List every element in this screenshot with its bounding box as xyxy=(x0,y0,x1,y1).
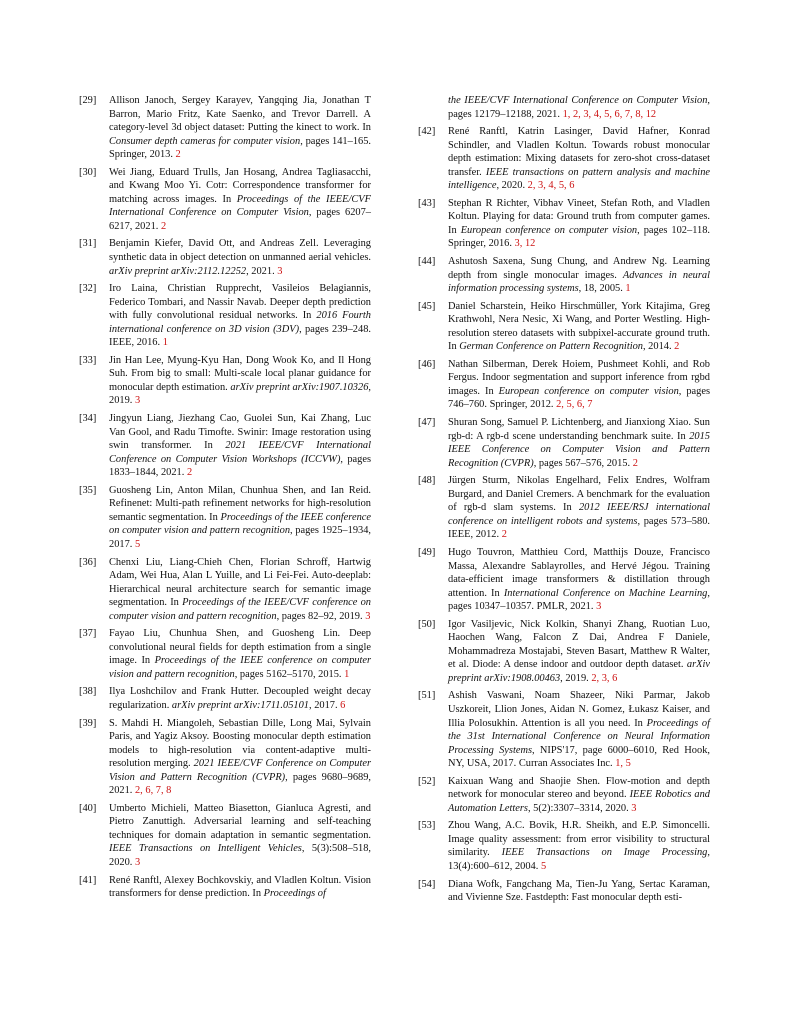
reference-number: [54] xyxy=(418,878,436,890)
reference-backrefs[interactable]: 3 xyxy=(631,802,637,814)
reference-backrefs[interactable]: 2, 3, 6 xyxy=(591,672,618,684)
reference-text: Jin Han Lee, Myung-Kyu Han, Dong Wook Ko, and Il Hong Suh. From big to small: Multi-scale local planar guidance for monocular depth estimation. xyxy=(109,354,371,393)
reference-venue: the IEEE/CVF International Conference on Computer Vision xyxy=(448,95,708,106)
reference-venue: arXiv preprint arXiv:2112.12252 xyxy=(109,265,247,277)
reference-number: [34] xyxy=(79,413,97,425)
reference-venue: 2021 IEEE/CVF Conference on Computer Vision and Pattern Recognition (CVPR) xyxy=(109,758,371,783)
reference-venue: European conference on computer vision xyxy=(498,385,679,397)
reference-41-continuation xyxy=(418,94,710,121)
reference-venue: Consumer depth cameras for computer vision xyxy=(109,135,301,147)
reference-tail: , 2019. xyxy=(109,381,372,407)
reference-text: Benjamin Kiefer, David Ott, and Andreas Zell. Leveraging synthetic data in object detection on unmanned aerial vehicles. xyxy=(109,238,371,264)
reference-backrefs[interactable]: 2 xyxy=(160,220,167,232)
reference-number: [38] xyxy=(79,686,97,698)
reference-number: [33] xyxy=(79,354,97,366)
reference-venue: European conference on computer vision xyxy=(460,224,638,236)
references-left-column xyxy=(79,94,371,905)
reference-venue: IEEE transactions on pattern analysis and machine intelligence xyxy=(448,166,711,192)
reference-number: [30] xyxy=(79,166,97,178)
reference-tail: , pages 102–118. Springer, 2016. xyxy=(448,224,710,250)
reference-backrefs[interactable]: 1 xyxy=(162,337,168,349)
reference-30 xyxy=(79,166,371,234)
reference-48 xyxy=(418,474,710,542)
reference-venue: IEEE Transactions on Intelligent Vehicles xyxy=(109,843,302,855)
reference-42 xyxy=(418,125,710,193)
reference-tail: , 18, 2005. xyxy=(578,283,626,295)
reference-backrefs[interactable]: 1 xyxy=(344,668,350,680)
reference-text: René Ranftl, Alexey Bochkovskiy, and Vladlen Koltun. Vision transformers for dense prediction. In xyxy=(109,874,371,900)
reference-tail: , 2019. xyxy=(560,672,592,684)
reference-tail: , 5(3):508–518, 2020. xyxy=(109,843,371,868)
reference-text: Ilya Loshchilov and Frank Hutter. Decoupled weight decay regularization. xyxy=(109,686,371,711)
reference-tail: , 2017. xyxy=(309,699,341,711)
reference-text: Chenxi Liu, Liang-Chieh Chen, Florian Schroff, Hartwig Adam, Wei Hua, Alan L Yuille, and Li Fei-Fei. Auto-deeplab: Hierarchical neural architecture search for semantic image segmentation. In xyxy=(109,556,371,609)
reference-backrefs[interactable]: 2 xyxy=(674,341,680,353)
reference-text: S. Mahdi H. Miangoleh, Sebastian Dille, Long Mai, Sylvain Paris, and Yagiz Aksoy. Boosting monocular depth estimation models to high-resolution via content-adaptive multi-resolution merging. xyxy=(109,717,371,770)
reference-tail: , 2020. xyxy=(496,180,528,192)
reference-backrefs[interactable]: 5 xyxy=(134,538,141,550)
reference-51 xyxy=(418,689,710,770)
reference-text: Hugo Touvron, Matthieu Cord, Matthijs Douze, Francisco Massa, Alexandre Sablayrolles, and Hervé Jégou. Training data-efficient image transformers & distillation through attention. In xyxy=(448,546,710,599)
reference-number: [43] xyxy=(418,197,436,209)
reference-number: [48] xyxy=(418,475,436,487)
reference-venue: Advances in neural information processing systems xyxy=(448,269,710,295)
reference-tail: , pages 82–92, 2019. xyxy=(276,610,366,622)
reference-tail: , pages 12179–12188, 2021. xyxy=(448,95,710,120)
reference-35 xyxy=(79,484,371,552)
reference-backrefs[interactable]: 2, 5, 6, 7 xyxy=(556,399,593,411)
reference-text: Kaixuan Wang and Shaojie Shen. Flow-motion and depth network for monocular stereo and beyond. xyxy=(448,775,710,801)
reference-venue: 2012 IEEE/RSJ international conference on intelligent robots and systems xyxy=(448,502,711,527)
reference-number: [32] xyxy=(79,283,97,295)
reference-text: Ashutosh Saxena, Sung Chung, and Andrew Ng. Learning depth from single monocular images. xyxy=(448,256,710,281)
reference-venue: arXiv preprint arXiv:1907.10326 xyxy=(230,381,369,393)
reference-number: [46] xyxy=(418,358,436,370)
reference-tail: , NIPS'17, page 6000–6010, Red Hook, NY, USA, 2017. Curran Associates Inc. xyxy=(448,744,710,770)
reference-venue: Proceedings of the IEEE conference on computer vision and pattern recognition xyxy=(109,655,371,680)
reference-venue: 2015 IEEE Conference on Computer Vision and Pattern Recognition (CVPR) xyxy=(448,430,710,469)
reference-number: [35] xyxy=(79,484,97,496)
reference-32 xyxy=(79,282,371,350)
reference-backrefs[interactable]: 3 xyxy=(134,395,141,407)
reference-47 xyxy=(418,416,710,470)
reference-number: [44] xyxy=(418,256,436,268)
reference-backrefs[interactable]: 3, 12 xyxy=(514,238,536,250)
reference-backrefs[interactable]: 2 xyxy=(175,149,181,161)
reference-text: Umberto Michieli, Matteo Biasetton, Gianluca Agresti, and Pietro Zanuttigh. Adversarial learning and self-teaching techniques for domain adaptation in semantic segmentation. xyxy=(109,802,371,841)
reference-backrefs[interactable]: 3 xyxy=(596,601,602,613)
reference-tail: , 5(2):3307–3314, 2020. xyxy=(527,802,632,814)
reference-tail: , pages 746–760. Springer, 2012. xyxy=(448,385,710,411)
reference-venue: arXiv preprint arXiv:1908.00463 xyxy=(448,659,710,684)
reference-29 xyxy=(79,94,371,162)
reference-number: [49] xyxy=(418,546,436,558)
reference-text: René Ranftl, Katrin Lasinger, David Hafner, Konrad Schindler, and Vladlen Koltun. Towards robust monocular depth estimation: Mixing datasets for zero-shot cross-dataset transfer. xyxy=(448,126,710,178)
reference-number: [51] xyxy=(418,690,436,702)
reference-tail: , 2021. xyxy=(246,265,278,277)
reference-tail: , pages 567–576, 2015. xyxy=(533,457,633,469)
reference-number: [36] xyxy=(79,556,97,568)
reference-venue: 2016 Fourth international conference on 3D vision (3DV) xyxy=(109,310,372,335)
reference-backrefs[interactable]: 3 xyxy=(365,610,371,622)
reference-backrefs[interactable]: 1 xyxy=(625,283,631,295)
reference-text: Iro Laina, Christian Rupprecht, Vasileios Belagiannis, Federico Tombari, and Nassir Navab. Deeper depth prediction with fully convolutional residual networks. In xyxy=(109,283,371,322)
reference-34 xyxy=(79,412,371,480)
reference-backrefs[interactable]: 5 xyxy=(540,860,547,872)
reference-text: Diana Wofk, Fangchang Ma, Tien-Ju Yang, Sertac Karaman, and Vivienne Sze. Fastdepth: Fast monocular depth esti- xyxy=(448,878,710,904)
reference-number: [53] xyxy=(418,820,436,832)
references-right-column xyxy=(418,94,710,909)
reference-text: Jingyun Liang, Jiezhang Cao, Guolei Sun, Kai Zhang, Luc Van Gool, and Radu Timofte. Swinir: Image restoration using swin transformer. In xyxy=(109,413,371,452)
reference-49 xyxy=(418,546,710,614)
reference-tail: , pages 239–248. IEEE, 2016. xyxy=(109,323,371,349)
reference-44 xyxy=(418,255,710,296)
reference-venue: arXiv preprint arXiv:1711.05101 xyxy=(171,699,309,711)
reference-number: [42] xyxy=(418,126,436,138)
reference-venue: Proceedings of the 31st International Conference on Neural Information Processing Systems xyxy=(448,717,711,756)
reference-43 xyxy=(418,197,710,251)
reference-41 xyxy=(79,874,371,901)
reference-40 xyxy=(79,802,371,870)
reference-venue: International Conference on Machine Learning xyxy=(503,587,708,599)
reference-backrefs[interactable]: 2 xyxy=(501,529,507,541)
reference-text: Jürgen Sturm, Nikolas Engelhard, Felix Endres, Wolfram Burgard, and Daniel Cremers. A benchmark for the evaluation of rgb-d slam systems. In xyxy=(448,475,710,514)
reference-venue: Proceedings of the IEEE/CVF International Conference on Computer Vision xyxy=(109,193,371,219)
reference-number: [29] xyxy=(79,95,97,106)
reference-53 xyxy=(418,819,710,873)
reference-54 xyxy=(418,878,710,905)
reference-text: Igor Vasiljevic, Nick Kolkin, Shanyi Zhang, Ruotian Luo, Haochen Wang, Falcon Z Dai, Andrea F Daniele, Mohammadreza Mostajabi, Steven Basart, Matthew R Walter, et al. Diode: A dense indoor and outdoor depth dataset. xyxy=(448,618,710,671)
reference-50 xyxy=(418,618,710,686)
reference-backrefs[interactable]: 2, 3, 4, 5, 6 xyxy=(527,180,575,192)
reference-number: [40] xyxy=(79,802,97,814)
reference-tail: , pages 9680–9689, 2021. xyxy=(109,771,371,797)
reference-number: [39] xyxy=(79,717,97,729)
reference-text: Zhou Wang, A.C. Bovik, H.R. Sheikh, and E.P. Simoncelli. Image quality assessment: from error visibility to structural similarity. xyxy=(448,820,710,859)
reference-backrefs[interactable]: 1, 5 xyxy=(615,758,631,770)
reference-text: Wei Jiang, Eduard Trulls, Jan Hosang, Andrea Tagliasacchi, and Kwang Moo Yi. Cotr: Correspondence transformer for matching across images. In xyxy=(109,166,371,205)
reference-venue: IEEE Transactions on Image Processing xyxy=(501,847,708,859)
reference-tail: , pages 6207–6217, 2021. xyxy=(109,207,371,232)
reference-39 xyxy=(79,717,371,798)
reference-backrefs[interactable]: 2 xyxy=(186,467,193,479)
reference-venue: Proceedings of the IEEE conference on computer vision and pattern recognition xyxy=(109,511,371,537)
reference-number: [41] xyxy=(79,874,97,886)
reference-tail: , pages 5162–5170, 2015. xyxy=(234,668,345,680)
reference-backrefs[interactable]: 6 xyxy=(340,699,346,711)
reference-venue: Proceedings of xyxy=(263,888,326,900)
reference-number: [37] xyxy=(79,628,97,640)
reference-backrefs[interactable]: 2 xyxy=(632,457,638,469)
reference-venue: 2021 IEEE/CVF International Conference on Computer Vision Workshops (ICCVW) xyxy=(109,440,371,465)
reference-text: Allison Janoch, Sergey Karayev, Yangqing Jia, Jonathan T Barron, Mario Fritz, Kate Saenko, and Trevor Darrell. A category-level 3d object dataset: Putting the kinect to work. In xyxy=(109,95,371,134)
reference-38 xyxy=(79,685,371,712)
reference-text: Stephan R Richter, Vibhav Vineet, Stefan Roth, and Vladlen Koltun. Playing for data: Ground truth from computer games. In xyxy=(448,197,710,236)
reference-text: Ashish Vaswani, Noam Shazeer, Niki Parmar, Jakob Uszkoreit, Llion Jones, Aidan N. Gomez, Łukasz Kaiser, and Illia Polosukhin. Attention is all you need. In xyxy=(448,690,710,729)
reference-45 xyxy=(418,300,710,354)
reference-venue: Proceedings of the IEEE/CVF conference on computer vision and pattern recognition xyxy=(109,597,371,622)
reference-tail: , pages 10347–10357. PMLR, 2021. xyxy=(448,587,710,613)
reference-text: Nathan Silberman, Derek Hoiem, Pushmeet Kohli, and Rob Fergus. Indoor segmentation and support inference from rgbd images. In xyxy=(448,358,710,397)
reference-venue: IEEE Robotics and Automation Letters xyxy=(448,789,710,814)
reference-backrefs[interactable]: 1, 2, 3, 4, 5, 6, 7, 8, 12 xyxy=(562,108,657,120)
reference-number: [47] xyxy=(418,417,436,429)
reference-31 xyxy=(79,237,371,278)
reference-backrefs[interactable]: 3 xyxy=(277,265,283,277)
reference-tail: , pages 573–580. IEEE, 2012. xyxy=(448,515,710,541)
reference-number: [31] xyxy=(79,238,97,250)
reference-number: [45] xyxy=(418,300,436,312)
reference-text: Shuran Song, Samuel P. Lichtenberg, and Jianxiong Xiao. Sun rgb-d: A rgb-d scene understanding benchmark suite. In xyxy=(448,417,710,442)
reference-52 xyxy=(418,775,710,816)
reference-tail: , pages 141–165. Springer, 2013. xyxy=(109,135,372,161)
reference-33 xyxy=(79,354,371,408)
reference-tail: , pages 1925–1934, 2017. xyxy=(109,525,372,550)
reference-46 xyxy=(418,358,710,412)
reference-36 xyxy=(79,556,371,624)
reference-text: Guosheng Lin, Anton Milan, Chunhua Shen, and Ian Reid. Refinenet: Multi-path refinement networks for high-resolution semantic segmentation. In xyxy=(109,484,371,523)
reference-tail: , 2014. xyxy=(642,341,675,353)
reference-number: [50] xyxy=(418,618,436,630)
reference-backrefs[interactable]: 2, 6, 7, 8 xyxy=(134,785,172,797)
reference-tail: , 13(4):600–612, 2004. xyxy=(448,847,710,872)
reference-backrefs[interactable]: 3 xyxy=(134,856,141,868)
reference-tail: , pages 1833–1844, 2021. xyxy=(109,453,371,479)
reference-37 xyxy=(79,627,371,681)
reference-venue: German Conference on Pattern Recognition xyxy=(459,341,643,353)
reference-text: Fayao Liu, Chunhua Shen, and Guosheng Lin. Deep convolutional neural fields for depth estimation from a single image. In xyxy=(109,628,371,667)
reference-text: Daniel Scharstein, Heiko Hirschmüller, York Kitajima, Greg Krathwohl, Nera Nesic, Xi Wang, and Porter Westling. High-resolution stereo datasets with subpixel-accurate ground truth. In xyxy=(448,300,710,353)
reference-number: [52] xyxy=(418,775,436,787)
